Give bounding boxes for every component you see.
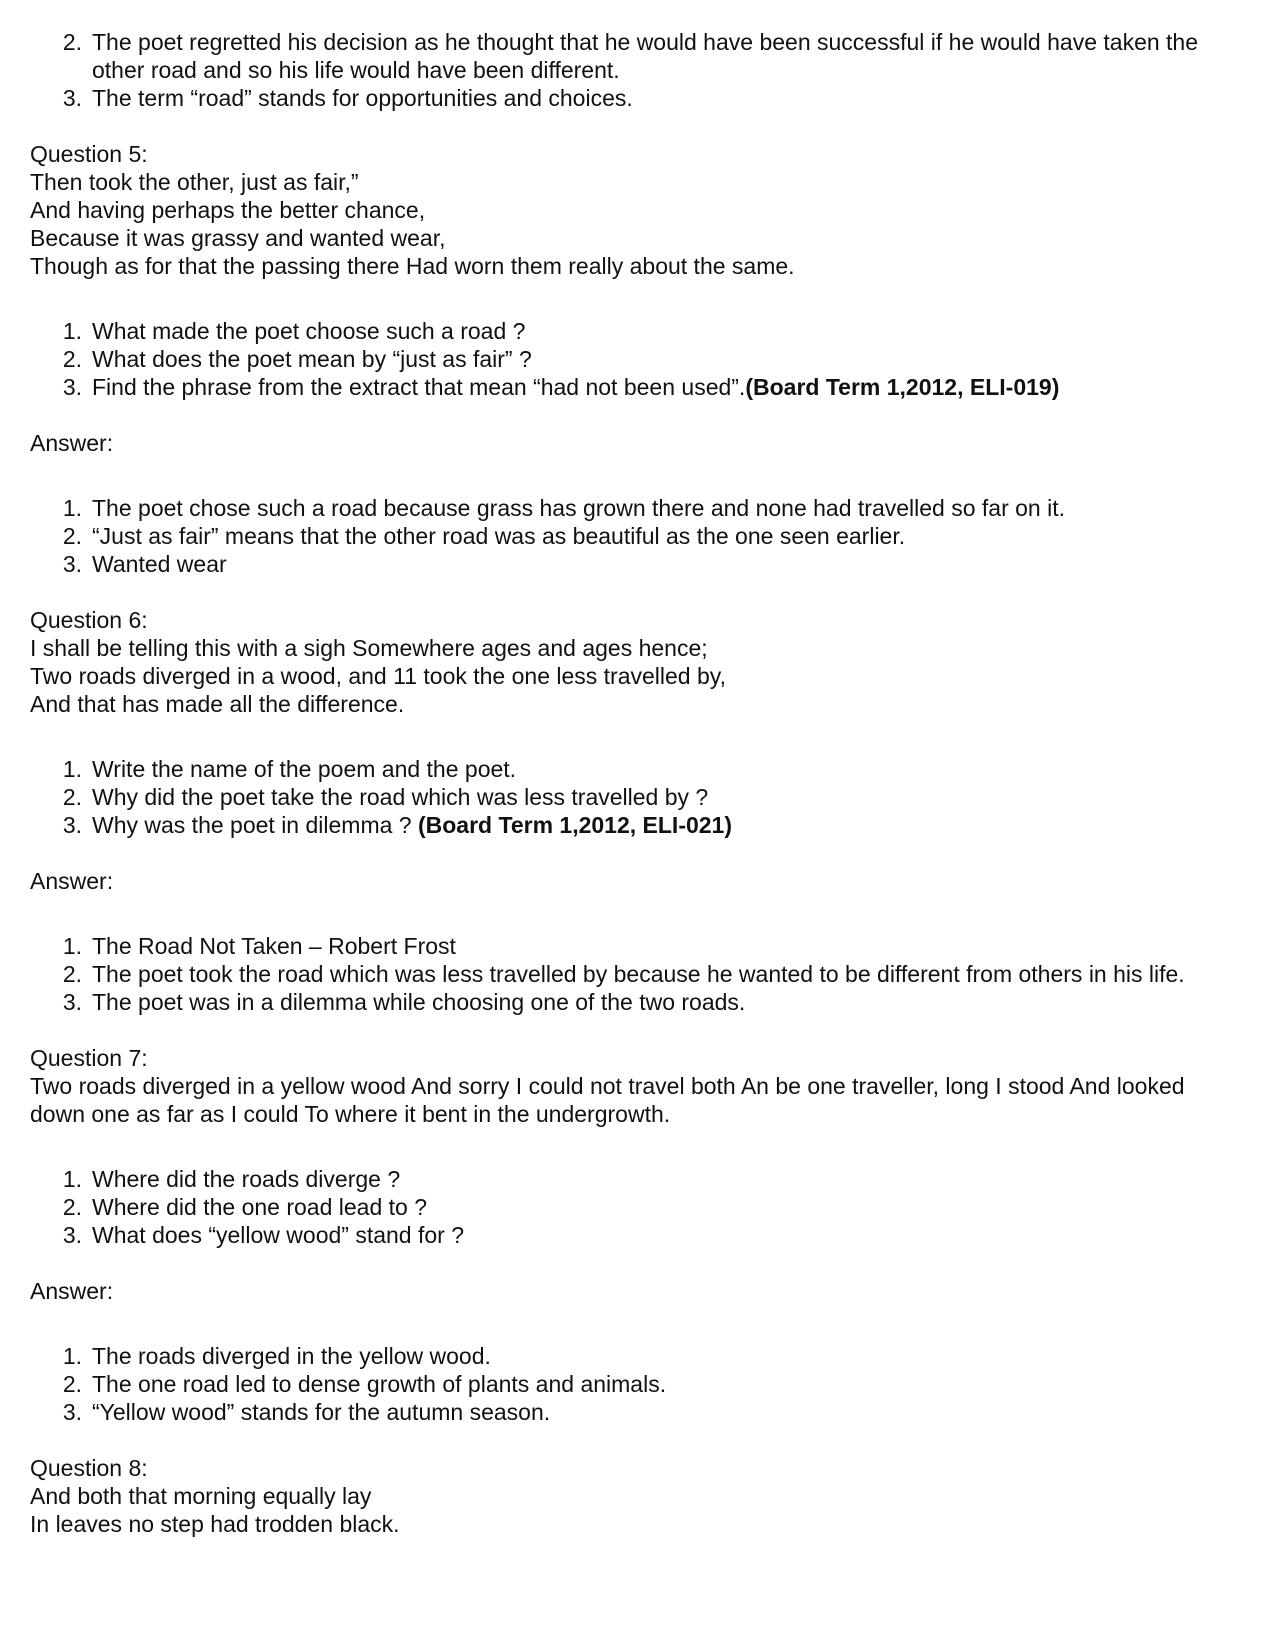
list-text: What made the poet choose such a road ? (92, 318, 526, 344)
list-text: Find the phrase from the extract that mean “had not been used”. (92, 374, 746, 400)
list-number: 1. (62, 495, 82, 521)
list-item (30, 960, 1235, 988)
list-number: 2. (62, 784, 82, 810)
list-item (30, 1193, 1235, 1221)
answer-label: Answer: (30, 1278, 114, 1304)
list-text: What does the poet mean by “just as fair” ? (92, 346, 532, 372)
list-item (30, 373, 1235, 401)
list-number: 3. (62, 374, 82, 400)
list-text: Why did the poet take the road which was less travelled by ? (92, 784, 709, 810)
extract-line: Two roads diverged in a wood, and 11 took the one less travelled by, (30, 663, 726, 689)
list-text: What does “yellow wood” stand for ? (92, 1222, 465, 1248)
previous-answers-list (30, 28, 1235, 112)
question-8-heading: Question 8: (30, 1455, 148, 1481)
list-number: 2. (62, 523, 82, 549)
list-number: 3. (62, 1399, 82, 1425)
list-item (30, 988, 1235, 1016)
list-number: 1. (62, 1166, 82, 1192)
extract-line: And that has made all the difference. (30, 691, 405, 717)
list-item (30, 755, 1235, 783)
list-item (30, 783, 1235, 811)
list-item (30, 1165, 1235, 1193)
list-item (30, 1370, 1235, 1398)
list-item (30, 550, 1235, 578)
question-6-heading: Question 6: (30, 607, 148, 633)
list-item (30, 522, 1235, 550)
extract-line: And both that morning equally lay (30, 1483, 372, 1509)
list-text: Wanted wear (92, 551, 227, 577)
list-number: 1. (62, 1343, 82, 1369)
list-text: Where did the roads diverge ? (92, 1166, 401, 1192)
list-text: The poet took the road which was less travelled by because he wanted to be different from others in his life. (92, 961, 1185, 987)
list-number: 2. (62, 961, 82, 987)
extract-line: And having perhaps the better chance, (30, 197, 426, 223)
list-item (30, 494, 1235, 522)
question-6-answers (30, 932, 1235, 1016)
list-item (30, 28, 1235, 84)
list-text: “Yellow wood” stands for the autumn season. (92, 1399, 551, 1425)
extract-paragraph: Two roads diverged in a yellow wood And sorry I could not travel both An be one traveller, long I stood And looked down one as far as I could To where it bent in the undergrowth. (30, 1073, 1185, 1127)
list-text: Where did the one road lead to ? (92, 1194, 428, 1220)
list-item (30, 1221, 1235, 1249)
list-item (30, 84, 1235, 112)
list-text: “Just as fair” means that the other road was as beautiful as the one seen earlier. (92, 523, 906, 549)
list-item (30, 317, 1235, 345)
list-text: The term “road” stands for opportunities and choices. (92, 85, 633, 111)
question-7-sub-questions (30, 1165, 1235, 1249)
extract-line: In leaves no step had trodden black. (30, 1511, 400, 1537)
answer-label: Answer: (30, 868, 114, 894)
extract-line: I shall be telling this with a sigh Somewhere ages and ages hence; (30, 635, 708, 661)
list-text: Write the name of the poem and the poet. (92, 756, 517, 782)
list-item (30, 932, 1235, 960)
list-item (30, 345, 1235, 373)
list-number: 1. (62, 318, 82, 344)
list-item (30, 811, 1235, 839)
list-number: 2. (62, 1194, 82, 1220)
board-reference: (Board Term 1,2012, ELI-021) (417, 812, 733, 838)
list-number: 1. (62, 756, 82, 782)
list-number: 2. (62, 1371, 82, 1397)
list-number: 2. (62, 346, 82, 372)
list-number: 3. (62, 1222, 82, 1248)
list-number: 2. (62, 29, 82, 55)
list-number: 3. (62, 85, 82, 111)
question-5-sub-questions (30, 317, 1235, 401)
list-item (30, 1342, 1235, 1370)
board-reference: (Board Term 1,2012, ELI-019) (745, 374, 1060, 400)
list-text: The poet regretted his decision as he thought that he would have been successful if he would have taken the other road and so his life would have been different. (92, 29, 1199, 83)
extract-line: Though as for that the passing there Had worn them really about the same. (30, 253, 795, 279)
list-number: 3. (62, 812, 82, 838)
list-item (30, 1398, 1235, 1426)
list-number: 1. (62, 933, 82, 959)
list-text: Why was the poet in dilemma ? (92, 812, 418, 838)
list-number: 3. (62, 989, 82, 1015)
list-text: The roads diverged in the yellow wood. (92, 1343, 491, 1369)
question-5-heading: Question 5: (30, 141, 148, 167)
list-text: The Road Not Taken – Robert Frost (92, 933, 456, 959)
list-text: The one road led to dense growth of plants and animals. (92, 1371, 667, 1397)
question-7-heading: Question 7: (30, 1045, 148, 1071)
extract-line: Then took the other, just as fair,” (30, 169, 359, 195)
answer-label: Answer: (30, 430, 114, 456)
extract-line: Because it was grassy and wanted wear, (30, 225, 446, 251)
list-number: 3. (62, 551, 82, 577)
question-5-answers (30, 494, 1235, 578)
question-6-sub-questions (30, 755, 1235, 839)
list-text: The poet chose such a road because grass has grown there and none had travelled so far on it. (92, 495, 1066, 521)
list-text: The poet was in a dilemma while choosing one of the two roads. (92, 989, 746, 1015)
question-7-answers (30, 1342, 1235, 1426)
